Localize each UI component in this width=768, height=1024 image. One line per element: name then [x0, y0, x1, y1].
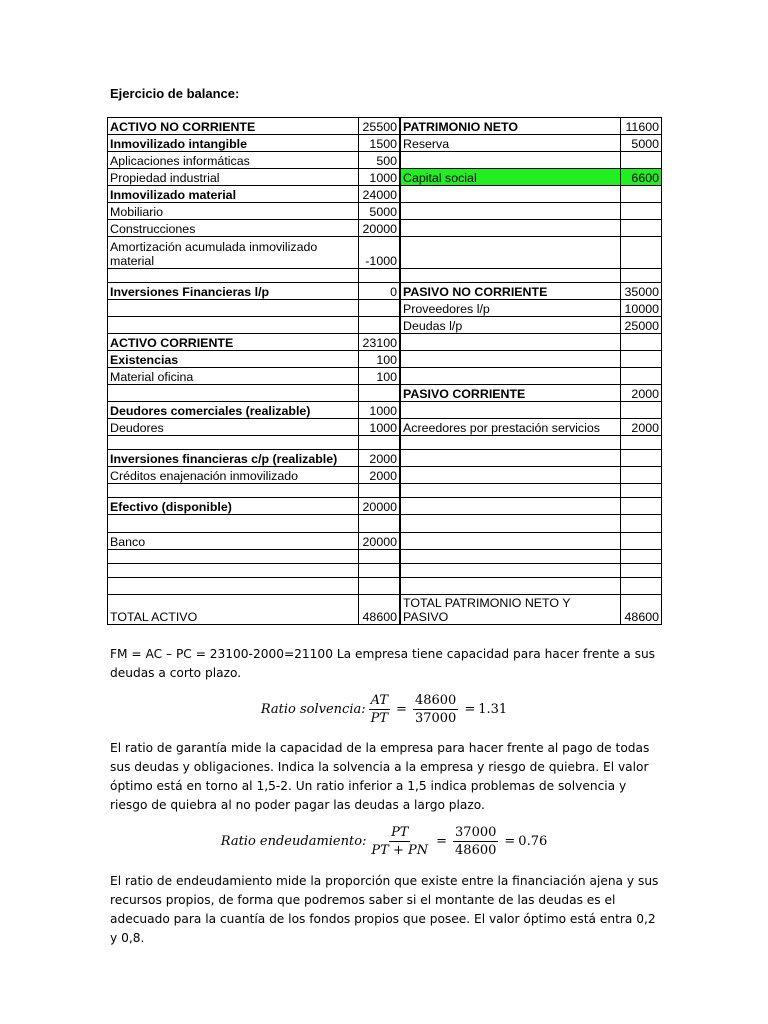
balance-value: 1000 — [359, 419, 400, 436]
balance-value — [621, 450, 662, 467]
balance-label — [108, 300, 359, 317]
balance-row — [108, 118, 400, 135]
fraction-values — [413, 693, 458, 726]
activo-table — [107, 117, 400, 625]
balance-value — [359, 436, 400, 450]
balance-value — [621, 220, 662, 237]
formula-endeudamiento-result: 0.76 — [518, 834, 548, 849]
balance-value: 0 — [359, 283, 400, 300]
balance-row — [401, 385, 662, 402]
equals-sign: = — [436, 834, 448, 849]
balance-row — [108, 220, 400, 237]
balance-row — [401, 283, 662, 300]
balance-label — [401, 186, 621, 203]
balance-label: Aplicaciones informáticas — [108, 152, 359, 169]
balance-row — [108, 419, 400, 436]
balance-row — [108, 186, 400, 203]
fraction-values — [453, 825, 498, 858]
fraction-at-pt — [369, 693, 390, 726]
balance-value: 10000 — [621, 300, 662, 317]
balance-label — [401, 436, 621, 450]
balance-value — [359, 300, 400, 317]
balance-value: 24000 — [359, 186, 400, 203]
balance-label — [108, 436, 359, 450]
balance-row — [401, 203, 662, 220]
balance-value — [359, 515, 400, 533]
balance-label — [401, 498, 621, 515]
balance-label: Inmovilizado material — [108, 186, 359, 203]
balance-label — [108, 385, 359, 402]
balance-label: Construcciones — [108, 220, 359, 237]
balance-value: 5000 — [359, 203, 400, 220]
balance-label — [401, 578, 621, 595]
balance-label — [401, 564, 621, 578]
balance-row — [108, 564, 400, 578]
balance-value: 20000 — [359, 498, 400, 515]
solvencia-explanation: El ratio de garantía mide la capacidad de la empresa para hacer frente al pago de todas sus deudas y obligaciones. Indica la solvencia a la empresa y riesgo de quiebra. El valor óptimo está en torno al 1,5-2. Un ratio inferior a 1,5 indica problemas de solvencia y riesgo de quiebra al no poder pagar las deudas a largo plazo. — [110, 741, 650, 812]
balance-value: 2000 — [621, 419, 662, 436]
fraction-denominator: PT + PN — [371, 843, 429, 858]
balance-row — [401, 169, 662, 186]
balance-label: Créditos enajenación inmovilizado — [108, 467, 359, 484]
balance-value: 1500 — [359, 135, 400, 152]
balance-label: Banco — [108, 533, 359, 550]
balance-row — [401, 436, 662, 450]
balance-label — [401, 402, 621, 419]
balance-row — [401, 467, 662, 484]
formula-solvencia-label: Ratio solvencia: — [260, 702, 366, 717]
balance-value: 1000 — [359, 402, 400, 419]
balance-value: 20000 — [359, 220, 400, 237]
formula-endeudamiento — [0, 825, 768, 858]
balance-value: 20000 — [359, 533, 400, 550]
fraction-numerator: AT — [370, 693, 389, 708]
balance-row — [401, 269, 662, 283]
balance-value — [621, 436, 662, 450]
balance-label — [401, 334, 621, 351]
balance-value: 11600 — [621, 118, 662, 135]
balance-row — [108, 450, 400, 467]
balance-row — [401, 118, 662, 135]
balance-row — [108, 351, 400, 368]
balance-label: Acreedores por prestación servicios — [401, 419, 621, 436]
balance-label: Material oficina — [108, 368, 359, 385]
balance-value — [621, 351, 662, 368]
balance-value: 25000 — [621, 317, 662, 334]
equals-sign: = — [464, 702, 476, 717]
balance-label — [401, 467, 621, 484]
balance-value — [359, 269, 400, 283]
balance-row — [108, 317, 400, 334]
balance-label — [401, 550, 621, 564]
balance-label — [401, 515, 621, 533]
balance-value — [621, 237, 662, 269]
balance-value — [621, 203, 662, 220]
balance-row — [108, 169, 400, 186]
balance-row — [401, 550, 662, 564]
balance-value: 23100 — [359, 334, 400, 351]
balance-row — [401, 578, 662, 595]
fraction-numerator: PT — [391, 825, 409, 840]
balance-value: 2000 — [621, 385, 662, 402]
balance-value: 2000 — [359, 450, 400, 467]
balance-value — [621, 186, 662, 203]
fraction-denominator-value: 37000 — [414, 711, 457, 726]
balance-label: ACTIVO NO CORRIENTE — [108, 118, 359, 135]
balance-label — [108, 269, 359, 283]
balance-label: ACTIVO CORRIENTE — [108, 334, 359, 351]
balance-label — [401, 368, 621, 385]
balance-row — [108, 334, 400, 351]
balance-label: TOTAL ACTIVO — [108, 595, 359, 625]
balance-value: 48600 — [621, 595, 662, 625]
balance-row — [401, 450, 662, 467]
balance-row — [108, 368, 400, 385]
balance-value: 35000 — [621, 283, 662, 300]
balance-row — [401, 152, 662, 169]
balance-value — [621, 152, 662, 169]
balance-row — [401, 515, 662, 533]
balance-value: -1000 — [359, 237, 400, 269]
balance-value — [359, 385, 400, 402]
balance-value: 100 — [359, 368, 400, 385]
balance-label: Deudas l/p — [401, 317, 621, 334]
balance-row — [108, 300, 400, 317]
fraction-denominator: PT — [370, 711, 389, 726]
formula-endeudamiento-label: Ratio endeudamiento: — [220, 834, 367, 849]
balance-label — [108, 564, 359, 578]
balance-row — [108, 533, 400, 550]
balance-row — [401, 351, 662, 368]
balance-label — [401, 484, 621, 498]
balance-row — [108, 402, 400, 419]
balance-row — [401, 484, 662, 498]
balance-row — [401, 237, 662, 269]
balance-label: Propiedad industrial — [108, 169, 359, 186]
balance-value — [621, 533, 662, 550]
balance-value — [621, 467, 662, 484]
balance-label: PATRIMONIO NETO — [401, 118, 621, 135]
balance-label: Reserva — [401, 135, 621, 152]
endeudamiento-explanation: El ratio de endeudamiento mide la proporción que existe entre la financiación ajena y sus recursos propios, de forma que podremos saber si el montante de las deudas es el adecuado para la cuantía de los fondos propios que posee. El valor óptimo está entra 0,2 y 0,8. — [110, 874, 659, 945]
balance-row — [401, 368, 662, 385]
balance-row — [108, 498, 400, 515]
equals-sign: = — [396, 702, 407, 717]
balance-row — [401, 317, 662, 334]
balance-label — [401, 203, 621, 220]
balance-label — [401, 351, 621, 368]
balance-value — [359, 550, 400, 564]
balance-row — [401, 595, 662, 625]
balance-value — [621, 498, 662, 515]
balance-row — [108, 385, 400, 402]
balance-label: Inversiones financieras c/p (realizable) — [108, 450, 359, 467]
balance-value — [621, 402, 662, 419]
balance-row — [401, 533, 662, 550]
balance-row — [108, 578, 400, 595]
balance-row — [108, 203, 400, 220]
balance-value — [621, 484, 662, 498]
balance-label — [108, 578, 359, 595]
balance-label — [401, 533, 621, 550]
fraction-denominator-value: 48600 — [455, 843, 497, 858]
fraction-numerator-value: 37000 — [455, 825, 497, 840]
balance-row — [108, 467, 400, 484]
balance-row — [108, 550, 400, 564]
balance-label — [108, 484, 359, 498]
balance-label: Amortización acumulada inmovilizado material — [108, 237, 359, 269]
balance-label: Capital social — [401, 169, 621, 186]
balance-row — [401, 186, 662, 203]
formula-solvencia — [0, 693, 768, 726]
balance-row — [401, 498, 662, 515]
balance-label: Inmovilizado intangible — [108, 135, 359, 152]
balance-row — [108, 237, 400, 269]
balance-value — [621, 334, 662, 351]
exercise-title: Ejercicio de balance: — [110, 86, 240, 101]
balance-row — [108, 135, 400, 152]
balance-value: 6600 — [621, 169, 662, 186]
balance-row — [401, 419, 662, 436]
balance-row — [108, 515, 400, 533]
balance-label — [108, 515, 359, 533]
balance-row — [108, 484, 400, 498]
balance-value — [359, 564, 400, 578]
balance-row — [401, 220, 662, 237]
balance-value — [359, 578, 400, 595]
balance-row — [108, 152, 400, 169]
balance-label — [108, 550, 359, 564]
balance-label: Efectivo (disponible) — [108, 498, 359, 515]
balance-label — [401, 152, 621, 169]
balance-value — [621, 578, 662, 595]
pasivo-table — [400, 117, 662, 625]
balance-label: TOTAL PATRIMONIO NETO Y PASIVO — [401, 595, 621, 625]
balance-label: Mobiliario — [108, 203, 359, 220]
balance-row — [108, 283, 400, 300]
balance-row — [108, 595, 400, 625]
balance-label: Existencias — [108, 351, 359, 368]
balance-row — [401, 402, 662, 419]
balance-value: 500 — [359, 152, 400, 169]
balance-label: Deudores comerciales (realizable) — [108, 402, 359, 419]
balance-label — [401, 450, 621, 467]
balance-label: PASIVO NO CORRIENTE — [401, 283, 621, 300]
fraction-pt-ptpn — [369, 825, 430, 858]
balance-value — [621, 269, 662, 283]
balance-row — [401, 300, 662, 317]
balance-value: 48600 — [359, 595, 400, 625]
balance-row — [401, 564, 662, 578]
balance-value: 100 — [359, 351, 400, 368]
balance-label: Deudores — [108, 419, 359, 436]
balance-row — [108, 436, 400, 450]
balance-value: 2000 — [359, 467, 400, 484]
formula-solvencia-result: 1.31 — [478, 702, 508, 717]
equals-sign: = — [504, 834, 516, 849]
balance-value — [359, 484, 400, 498]
balance-value — [621, 564, 662, 578]
balance-row — [401, 334, 662, 351]
balance-row — [401, 135, 662, 152]
balance-label — [401, 269, 621, 283]
balance-label: Inversiones Financieras l/p — [108, 283, 359, 300]
balance-label — [401, 220, 621, 237]
balance-value — [621, 368, 662, 385]
fondo-maniobra-text: FM = AC – PC = 23100-2000=21100 La empresa tiene capacidad para hacer frente a sus deudas a corto plazo. — [110, 647, 656, 680]
balance-value — [621, 515, 662, 533]
balance-value: 5000 — [621, 135, 662, 152]
balance-value — [621, 550, 662, 564]
balance-label — [108, 317, 359, 334]
balance-value — [359, 317, 400, 334]
balance-label — [401, 237, 621, 269]
balance-row — [108, 269, 400, 283]
balance-value: 25500 — [359, 118, 400, 135]
balance-label: Proveedores l/p — [401, 300, 621, 317]
balance-label: PASIVO CORRIENTE — [401, 385, 621, 402]
fraction-numerator-value: 48600 — [414, 693, 457, 708]
balance-value: 1000 — [359, 169, 400, 186]
